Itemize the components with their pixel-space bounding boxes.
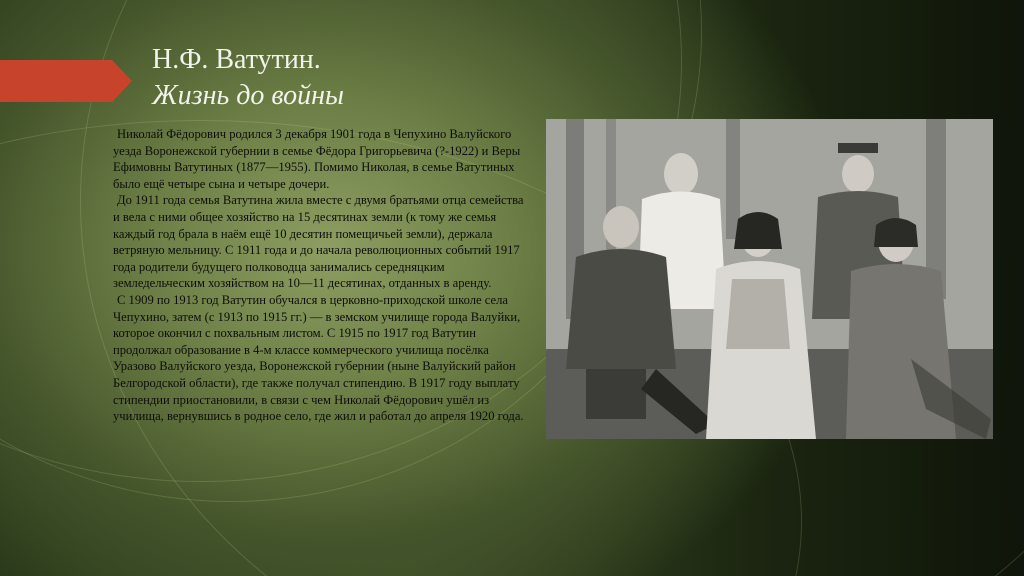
paragraph-1: Николай Фёдорович родился 3 декабря 1901 года в Чепухино Валуйского уезда Воронежской губернии в семье Фёдора Григорьевича (?-1922) и Веры Ефимовны Ватутиных (1877—1955). Помимо Николая, в семье Ватутиных было ещё четыре сына и четыре дочери. [113,127,521,191]
title-line-2: Жизнь до войны [152,80,345,111]
accent-arrow-bar [0,60,132,102]
title-line-1: Н.Ф. Ватутин. [152,44,321,75]
body-text [113,126,525,425]
family-photo-illustration [546,119,993,439]
paragraph-3: С 1909 по 1913 год Ватутин обучался в церковно-приходской школе села Чепухино, затем (с 1913 по 1915 гг.) — в земском училище города Валуйки, которое окончил с похвальным листом. С 1915 по 1917 год Ватутин продолжал образование в 4-м классе коммерческого училища посёлка Уразово Валуйского уезда, Воронежской губернии (ныне Валуйский район Белгородской области), где также получал стипендию. В 1917 году выплату стипендии приостановили, в связи с чем Николай Фёдорович ушёл из училища, вернувшись в родное село, где жил и работал до апреля 1920 года. [113,292,524,424]
slide-title [152,42,552,114]
family-photo [546,119,993,439]
paragraph-2: До 1911 года семья Ватутина жила вместе с двумя братьями отца семейства и вела с ними общее хозяйство на 15 десятинах земли (к тому же семья каждый год брала в наём ещё 10 десятин помещичьей земли), держала ветряную мельницу. С 1911 года и до начала революционных событий 1917 года родители будущего полководца занимались середняцким земледельческим хозяйством на 10—11 десятинах, отданных в аренду. [113,193,524,291]
